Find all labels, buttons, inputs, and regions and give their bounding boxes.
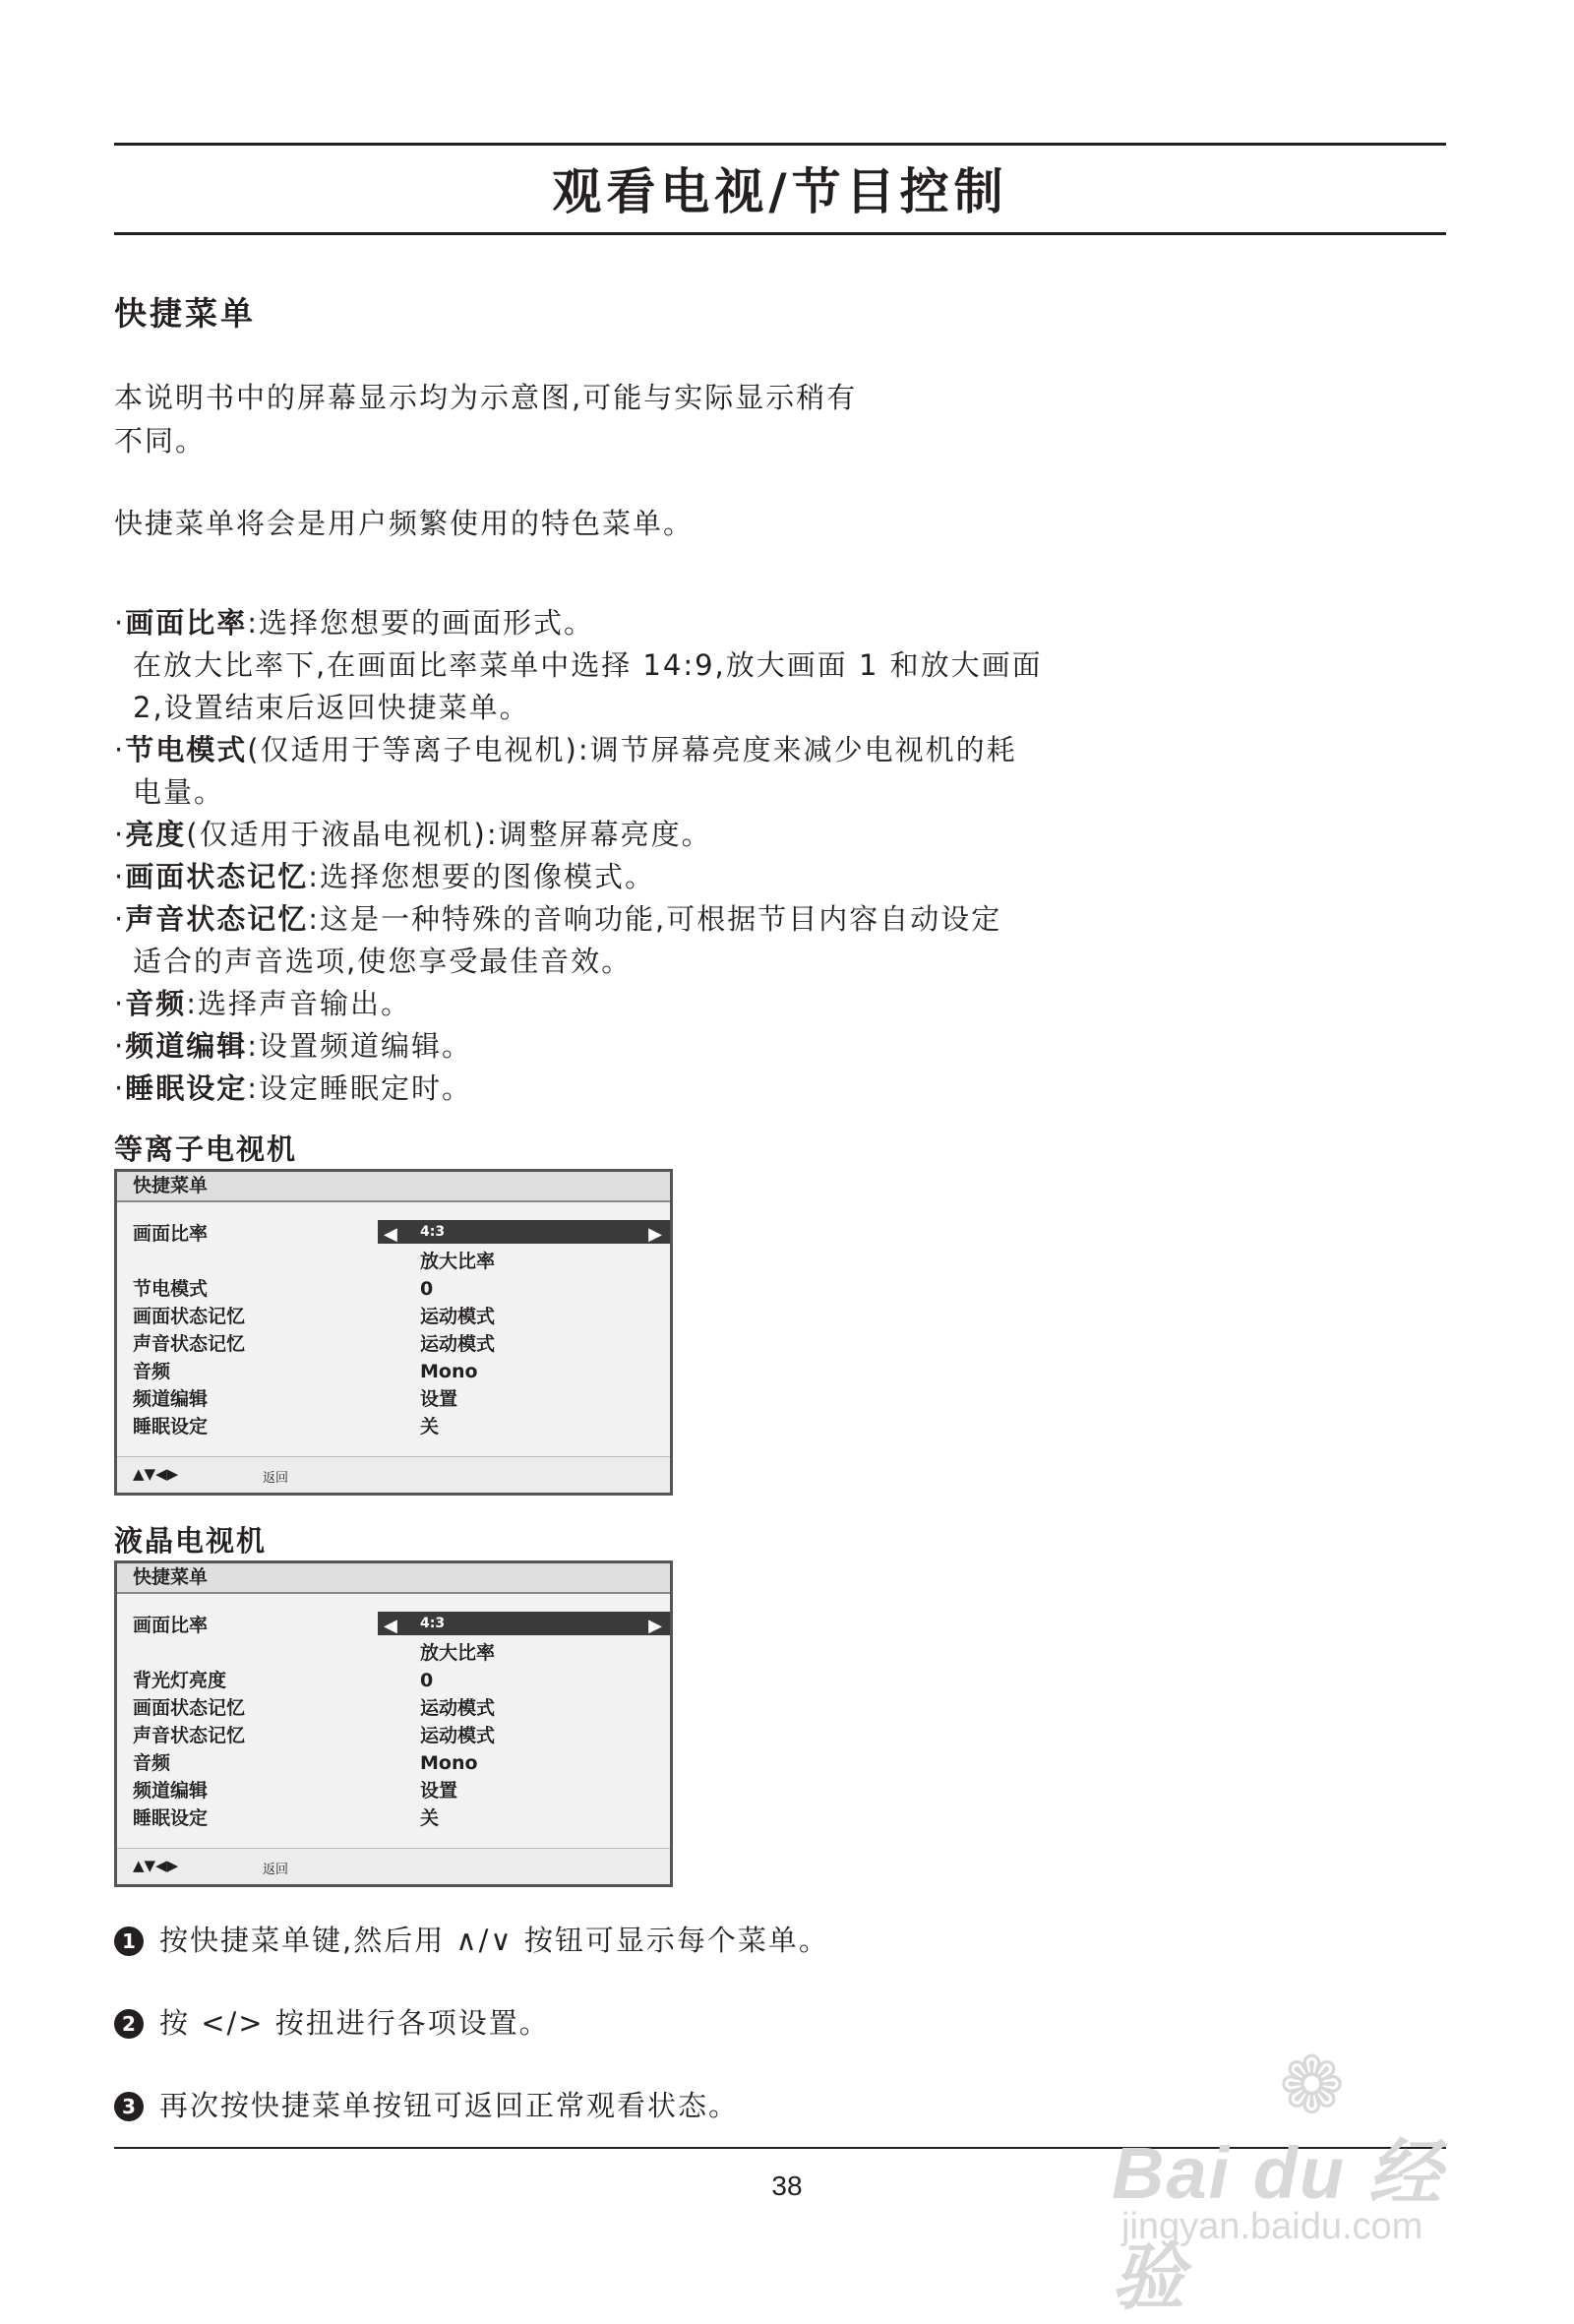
osd-row[interactable] [117,1275,670,1303]
title-rule [114,232,1446,235]
osd-row[interactable] [117,1303,670,1330]
feature-item: ·画面状态记忆:选择您想要的图像模式。 [114,860,656,893]
osd-row-label: 音频 [133,1361,171,1382]
page-title: 观看电视/节目控制 [552,163,1008,220]
feature-desc-cont: 2,设置结束后返回快捷菜单。 [133,691,530,724]
feature-item: ·画面比率:选择您想要的画面形式。 在放大比率下,在画面比率菜单中选择 14:9,放大画面 1 和放大画面 2,设置结束后返回快捷菜单。 [114,602,1098,729]
osd-row[interactable] [117,1749,670,1777]
feature-term: 声音状态记忆 [125,902,309,936]
osd-row-label: 声音状态记忆 [133,1333,246,1355]
osd-row-label: 画面状态记忆 [133,1697,246,1719]
osd-row-label: 声音状态记忆 [133,1725,246,1746]
step-number-icon: 2 [114,2009,144,2039]
watermark-brand: Bai du 经验 [1112,2132,1443,2318]
feature-term: 亮度 [125,818,187,851]
osd-row[interactable] [117,1413,670,1440]
osd-row-label: 睡眠设定 [133,1807,209,1829]
intro-line-1: 本说明书中的屏幕显示均为示意图,可能与实际显示稍有 [114,381,858,414]
osd-selected-value: 4:3 [420,1616,446,1631]
paw-icon: ❁ [1279,2040,1346,2131]
feature-term: 睡眠设定 [125,1071,248,1105]
intro-line-2: 不同。 [114,424,207,458]
osd-row-label: 画面比率 [133,1223,209,1245]
osd-selected-value-bar[interactable] [378,1220,670,1244]
feature-item: ·亮度(仅适用于液晶电视机):调整屏幕亮度。 [114,818,712,851]
navigation-arrows-icon: ▲▼◀▶ [133,1465,179,1483]
osd-row-value: 设置 [420,1388,458,1410]
navigation-arrows-icon: ▲▼◀▶ [133,1857,179,1874]
osd-row-value: Mono [420,1752,478,1774]
section-title: 快捷菜单 [114,294,256,333]
feature-item: ·声音状态记忆:这是一种特殊的音响功能,可根据节目内容自动设定 适合的声音选项,使您享受最佳音效。 [114,898,1098,983]
feature-desc: 选择您想要的画面形式。 [259,606,595,640]
feature-desc-cont: 在放大比率下,在画面比率菜单中选择 14:9,放大画面 1 和放大画面 [133,648,1043,682]
osd-row[interactable] [117,1722,670,1749]
osd-row[interactable] [117,1385,670,1413]
page-number: 38 [771,2171,803,2201]
osd-row-value: 运动模式 [420,1306,496,1327]
feature-item: ·音频:选择声音输出。 [114,987,412,1020]
osd-row-label: 音频 [133,1752,171,1774]
step-text: 按快捷菜单键,然后用 ∧/∨ 按钮可显示每个菜单。 [159,1924,829,1957]
osd-row [117,1639,670,1667]
osd-row-value: 运动模式 [420,1697,496,1719]
step-number-icon: 1 [114,1926,144,1956]
step-text: 按 </> 按扭进行各项设置。 [159,2006,550,2040]
osd-row-label: 睡眠设定 [133,1416,209,1437]
right-arrow-icon[interactable]: ▶ [648,1224,662,1245]
right-arrow-icon[interactable]: ▶ [648,1616,662,1636]
osd-row-value: 0 [420,1670,434,1691]
osd-row[interactable] [117,1358,670,1385]
step-number-icon: 3 [114,2092,144,2121]
osd-body [117,1202,670,1440]
watermark [1112,2040,1485,2318]
osd-row[interactable] [117,1612,670,1639]
return-hint: 返回 [263,1863,289,1877]
feature-desc-cont: 适合的声音选项,使您享受最佳音效。 [133,945,633,978]
feature-term: 频道编辑 [125,1029,248,1063]
return-hint: 返回 [263,1471,289,1486]
osd-row-value: 放大比率 [420,1251,496,1272]
feature-list [114,602,1098,1110]
osd-row-label: 画面状态记忆 [133,1306,246,1327]
osd-row-value: 放大比率 [420,1642,496,1664]
feature-item: ·频道编辑:设置频道编辑。 [114,1029,473,1063]
osd-row[interactable] [117,1220,670,1248]
osd-row[interactable] [117,1804,670,1832]
osd-selected-value-bar[interactable] [378,1612,670,1635]
osd-row-label: 频道编辑 [133,1780,209,1802]
feature-desc: (仅适用于等离子电视机):调节屏幕亮度来减少电视机的耗 [247,733,1017,766]
feature-desc-cont: 电量。 [133,775,225,809]
osd-title: 快捷菜单 [117,1172,670,1202]
osd-row-value: 运动模式 [420,1725,496,1746]
left-arrow-icon[interactable]: ◀ [384,1224,397,1245]
lcd-menu-label: 液晶电视机 [114,1524,268,1558]
feature-desc: 这是一种特殊的音响功能,可根据节目内容自动设定 [320,902,1002,936]
feature-desc: 选择声音输出。 [198,987,412,1020]
osd-row[interactable] [117,1694,670,1722]
feature-item: ·睡眠设定:设定睡眠定时。 [114,1071,473,1105]
osd-row-value: 关 [420,1807,440,1829]
osd-row-value: 运动模式 [420,1333,496,1355]
osd-body [117,1594,670,1832]
intro-line-3: 快捷菜单将会是用户频繁使用的特色菜单。 [114,507,695,540]
osd-row[interactable] [117,1777,670,1804]
feature-term: 节电模式 [125,733,248,766]
osd-row-value: Mono [420,1361,478,1382]
plasma-quick-menu [114,1169,673,1496]
step-1 [114,1921,829,1960]
lcd-quick-menu [114,1560,673,1887]
left-arrow-icon[interactable]: ◀ [384,1616,397,1636]
feature-desc: 设置频道编辑。 [259,1029,473,1063]
feature-term: 画面比率 [125,606,248,640]
osd-row[interactable] [117,1330,670,1358]
osd-row[interactable] [117,1667,670,1694]
feature-desc: 选择您想要的图像模式。 [320,860,656,893]
feature-desc: 设定睡眠定时。 [259,1071,473,1105]
top-rule [114,143,1446,146]
osd-row-label: 节电模式 [133,1278,209,1300]
osd-row-label: 画面比率 [133,1615,209,1636]
osd-footer [117,1456,670,1493]
step-2 [114,2003,550,2043]
osd-footer [117,1848,670,1884]
osd-row-label: 频道编辑 [133,1388,209,1410]
osd-row-label: 背光灯亮度 [133,1670,227,1691]
feature-term: 音频 [125,987,187,1020]
osd-row-value: 设置 [420,1780,458,1802]
watermark-site: jingyan.baidu.com [1121,2206,1423,2247]
plasma-menu-label: 等离子电视机 [114,1132,298,1166]
osd-row-value: 关 [420,1416,440,1437]
osd-selected-value: 4:3 [420,1224,446,1240]
osd-title: 快捷菜单 [117,1563,670,1594]
step-3 [114,2086,739,2125]
osd-row-value: 0 [420,1278,434,1300]
feature-term: 画面状态记忆 [125,860,309,893]
feature-item: ·节电模式(仅适用于等离子电视机):调节屏幕亮度来减少电视机的耗 电量。 [114,729,1098,814]
step-text: 再次按快捷菜单按钮可返回正常观看状态。 [159,2089,740,2122]
osd-row [117,1248,670,1275]
feature-desc: (仅适用于液晶电视机):调整屏幕亮度。 [186,818,712,851]
